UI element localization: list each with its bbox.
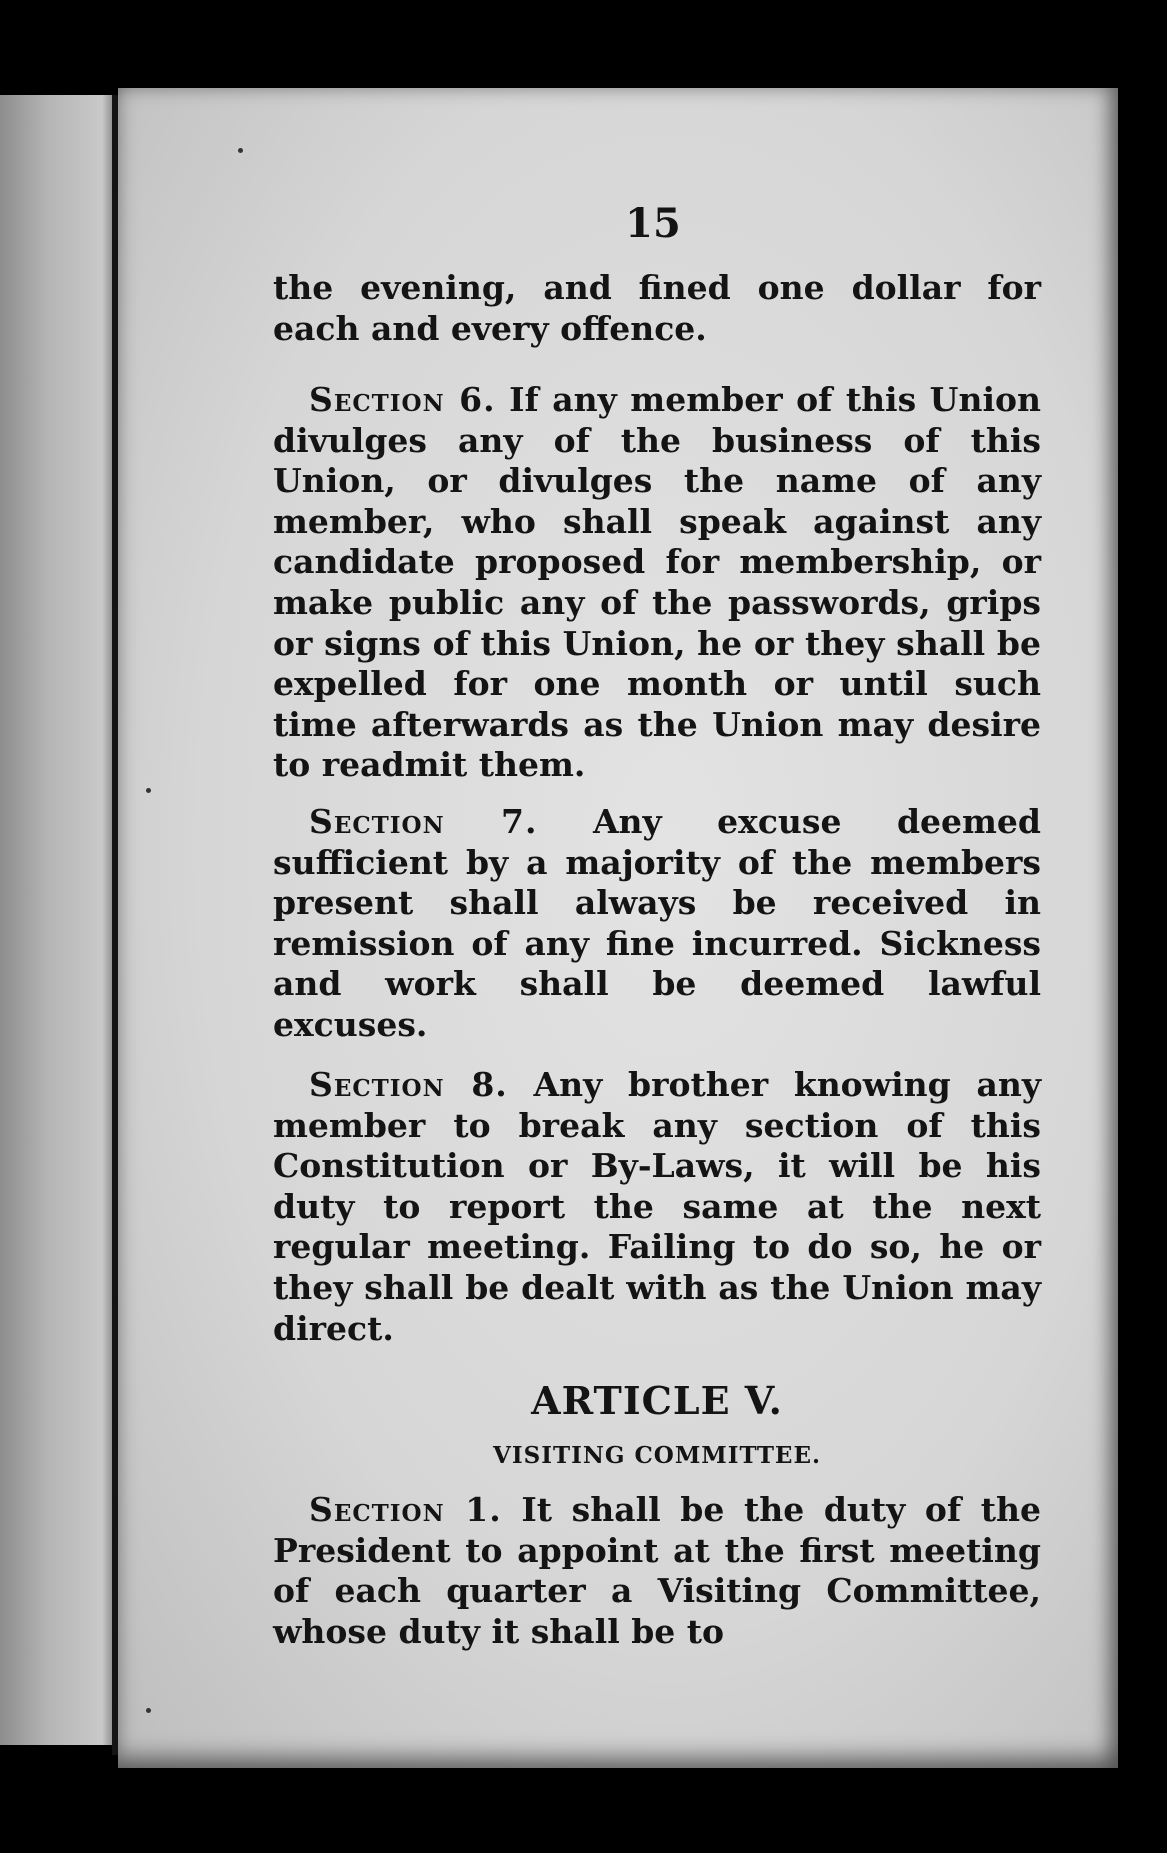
- article-heading: ARTICLE V.: [531, 1378, 783, 1423]
- facing-page-edge: [0, 95, 120, 1745]
- section-6-text: If any member of this Union divulges any of the business of this Union, or divulges the name of any member, who shall speak against any candidate proposed for membership, or make public any of the passwords, grips or signs of this Union, he or they shall be expelled for one month or until such time afterwards as the Union may desire to readmit them.: [273, 380, 1041, 785]
- article-5-section-1-label: Section 1.: [309, 1490, 502, 1529]
- page-number: 15: [625, 200, 681, 247]
- article-5-section-1-paragraph: [273, 1490, 1041, 1652]
- section-6-paragraph: [273, 380, 1041, 786]
- committee-heading: VISITING COMMITTEE.: [492, 1442, 822, 1469]
- section-7-label: Section 7.: [309, 802, 538, 841]
- section-8-paragraph: [273, 1065, 1041, 1349]
- section-6-label: Section 6.: [309, 380, 496, 419]
- article-5-section-1-text: It shall be the duty of the President to appoint at the first meeting of each quarter a Visiting Committee, whose duty it shall be to: [273, 1490, 1041, 1651]
- section-8-label: Section 8.: [309, 1065, 508, 1104]
- ink-speck: [146, 788, 151, 793]
- ink-speck: [146, 1708, 151, 1713]
- section-7-text: Any excuse deemed sufficient by a majority of the members present shall always be received in remission of any fine incurred. Sickness and work shall be deemed lawful excuses.: [273, 802, 1041, 1044]
- ink-speck: [238, 148, 243, 153]
- book-page: [118, 88, 1118, 1768]
- section-8-text: Any brother knowing any member to break any section of this Constitution or By-Laws, it will be his duty to report the same at the next regular meeting. Failing to do so, he or they shall be dealt with as the Union may direct.: [273, 1065, 1041, 1348]
- continuation-paragraph: the evening, and fined one dollar for each and every offence.: [273, 268, 1041, 348]
- section-7-paragraph: [273, 802, 1041, 1046]
